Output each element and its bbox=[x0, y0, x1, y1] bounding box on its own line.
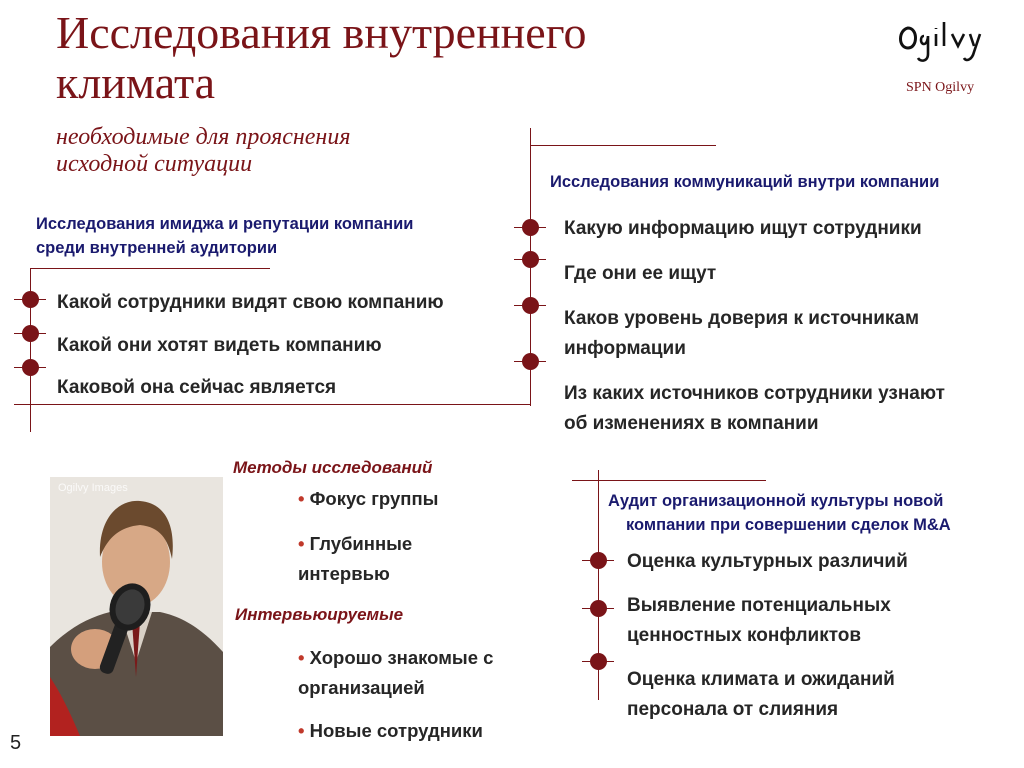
audit-item-3-cont: персонала от слияния bbox=[627, 699, 839, 720]
left-dot-1 bbox=[22, 291, 39, 308]
bullet-icon: • bbox=[298, 488, 305, 509]
method-item-2-cont: интервью bbox=[298, 563, 390, 584]
title-line-1: Исследования внутреннего bbox=[56, 7, 587, 58]
right-item-3: Каков уровень доверия к источникам bbox=[564, 308, 920, 329]
audit-item-2: Выявление потенциальных bbox=[627, 595, 891, 616]
left-heading-line-1: Исследования имиджа и репутации компании bbox=[36, 215, 414, 233]
left-dot-3 bbox=[22, 359, 39, 376]
audit-dot-3 bbox=[590, 653, 607, 670]
audit-top-line bbox=[572, 480, 766, 481]
right-item-4-cont: об изменениях в компании bbox=[564, 413, 819, 434]
audit-heading-line-2: компании при совершении сделок M&A bbox=[626, 516, 951, 534]
interviewee-item-2 bbox=[298, 716, 483, 746]
left-item-1: Какой сотрудники видят свою компанию bbox=[57, 292, 444, 313]
right-dot-4 bbox=[522, 353, 539, 370]
photo-illustration bbox=[50, 477, 223, 736]
left-heading-line-2: среди внутренней аудитории bbox=[36, 239, 278, 257]
left-item-3: Каковой она сейчас является bbox=[57, 377, 337, 398]
methods-title: Методы исследований bbox=[233, 458, 433, 477]
audit-dot-2 bbox=[590, 600, 607, 617]
right-item-1: Какую информацию ищут сотрудники bbox=[564, 218, 922, 239]
right-heading: Исследования коммуникаций внутри компании bbox=[550, 173, 940, 191]
interviewee-item-1-cont: организацией bbox=[298, 677, 425, 698]
photo-watermark: Ogilvy Images bbox=[58, 482, 128, 494]
interviewee-item-2-text: Новые сотрудники bbox=[309, 720, 483, 741]
page-subtitle bbox=[56, 124, 496, 178]
ogilvy-logo bbox=[896, 18, 996, 68]
bullet-icon: • bbox=[298, 720, 305, 741]
subtitle-line-1: необходимые для прояснения bbox=[56, 124, 351, 150]
method-item-1-text: Фокус группы bbox=[309, 488, 439, 509]
interviewee-item-1-text: Хорошо знакомые с bbox=[309, 647, 494, 668]
right-item-4: Из каких источников сотрудники узнают bbox=[564, 383, 945, 404]
audit-heading bbox=[608, 489, 1008, 537]
left-top-line bbox=[30, 268, 270, 269]
logo-name: SPN Ogilvy bbox=[906, 80, 975, 95]
reporter-photo bbox=[50, 477, 223, 736]
title-line-2: климата bbox=[56, 57, 216, 108]
interviewees-title: Интервьюируемые bbox=[235, 605, 404, 624]
method-item-2-text: Глубинные bbox=[309, 533, 413, 554]
audit-heading-line-1: Аудит организационной культуры новой bbox=[608, 492, 944, 510]
audit-item-2-cont: ценностных конфликтов bbox=[627, 625, 862, 646]
bullet-icon: • bbox=[298, 647, 305, 668]
right-item-3-cont: информации bbox=[564, 338, 686, 359]
method-item-2 bbox=[298, 529, 412, 559]
left-heading bbox=[36, 212, 496, 260]
audit-dot-1 bbox=[590, 552, 607, 569]
audit-item-3: Оценка климата и ожиданий bbox=[627, 669, 895, 690]
page-number: 5 bbox=[10, 732, 22, 754]
left-bottom-line bbox=[14, 404, 530, 405]
right-top-line bbox=[530, 145, 716, 146]
right-dot-2 bbox=[522, 251, 539, 268]
left-item-2: Какой они хотят видеть компанию bbox=[57, 335, 382, 356]
left-dot-2 bbox=[22, 325, 39, 342]
audit-item-1: Оценка культурных различий bbox=[627, 551, 908, 572]
bullet-icon: • bbox=[298, 533, 305, 554]
right-dot-1 bbox=[522, 219, 539, 236]
interviewee-item-1 bbox=[298, 643, 493, 673]
subtitle-line-2: исходной ситуации bbox=[56, 151, 253, 177]
right-dot-3 bbox=[522, 297, 539, 314]
method-item-1 bbox=[298, 484, 438, 514]
page-title bbox=[56, 8, 756, 108]
right-item-2: Где они ее ищут bbox=[564, 263, 717, 284]
